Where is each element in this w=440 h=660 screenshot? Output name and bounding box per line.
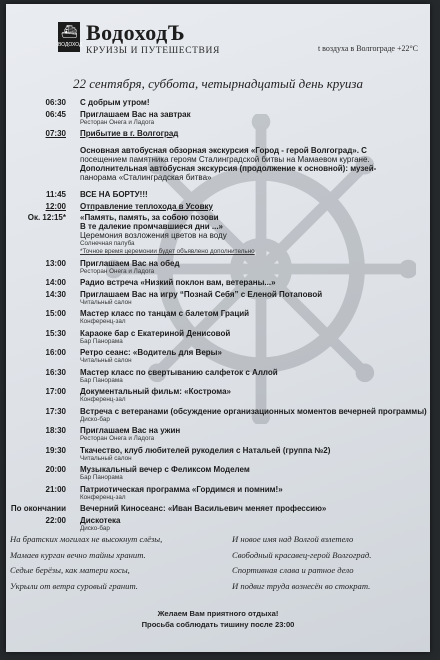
entry-time: 17:30 bbox=[45, 406, 66, 416]
entry-time: 20:00 bbox=[45, 465, 66, 474]
entry-details bbox=[80, 278, 420, 287]
entry-title: Приглашаем Вас на обед bbox=[80, 258, 180, 268]
footer bbox=[6, 608, 430, 630]
footer-wish: Желаем Вам приятного отдыха! bbox=[157, 609, 279, 618]
header bbox=[58, 18, 422, 74]
entry-title: В те далекие промчавшиеся дни ...» bbox=[80, 222, 224, 231]
entry-title: Ткачество, клуб любителей рукоделия с Натальей (группа №2) bbox=[80, 445, 331, 455]
entry-location: Читальный салон bbox=[80, 454, 132, 462]
entry-title: Дополнительная автобусная экскурсия (продолжение к основной): музей- bbox=[80, 163, 377, 173]
entry-time: 17:00 bbox=[45, 387, 66, 396]
entry-time: 16:00 bbox=[45, 348, 66, 357]
entry-location: Диско-бар bbox=[80, 524, 110, 532]
entry-title: Приглашаем Вас на завтрак bbox=[80, 109, 191, 119]
entry-details bbox=[80, 202, 420, 211]
date-title: 22 сентября, суббота, четырнадцатый день круиза bbox=[73, 76, 363, 91]
brand-subtitle: КРУИЗЫ И ПУТЕШЕСТВИЯ bbox=[86, 46, 220, 56]
entry-location: Читальный салон bbox=[80, 298, 132, 306]
entry-details bbox=[80, 259, 420, 276]
logo-text: ВОДОХОД bbox=[58, 42, 83, 48]
poem-right bbox=[232, 532, 412, 594]
entry-details bbox=[80, 426, 420, 443]
entry-title: «Память, память, за собою позови bbox=[80, 213, 219, 222]
poem-line: Спортивная слава и ратное дело bbox=[232, 565, 354, 575]
entry-location: Бар Панорама bbox=[80, 376, 123, 384]
entry-time: 19:30 bbox=[45, 445, 66, 455]
poem-line: И подвиг труда вознесён во стократ. bbox=[232, 580, 371, 591]
entry-title: Отправление теплохода в Усовку bbox=[80, 201, 213, 211]
entry-title: Патриотическая программа «Гордимся и помним!» bbox=[80, 484, 283, 494]
brand-name: ВодоходЪ bbox=[86, 20, 186, 45]
entry-details bbox=[80, 309, 420, 326]
entry-title: Радио встреча «Низкий поклон вам, ветераны...» bbox=[80, 278, 276, 287]
entry-title: Караоке бар с Екатериной Денисовой bbox=[80, 328, 231, 338]
poem-line: На братских могилах не высокнут слёзы, bbox=[10, 534, 163, 544]
entry-title: С добрым утром! bbox=[80, 98, 150, 107]
entry-details bbox=[80, 329, 420, 346]
entry-location: Бар Панорама bbox=[80, 337, 123, 345]
entry-title: Ретро сеанс: «Водитель для Веры» bbox=[80, 348, 222, 357]
entry-time: Ок. 12:15* bbox=[27, 213, 66, 222]
entry-time: 06:45 bbox=[45, 109, 66, 119]
entry-details bbox=[80, 190, 420, 199]
entry-title: Приглашаем Вас на игру “Познай Себя” с Еленой Потаповой bbox=[80, 289, 323, 299]
entry-location: Бар Панорама bbox=[80, 474, 123, 481]
entry-time: По окончании bbox=[10, 504, 66, 513]
entry-location: Солнечная палуба bbox=[80, 240, 135, 247]
entry-title: панорама «Сталинградская битва» bbox=[80, 172, 212, 182]
entry-time: 12:00 bbox=[45, 201, 66, 211]
entry-details bbox=[80, 406, 427, 424]
entry-time: 11:45 bbox=[45, 190, 66, 199]
entry-title: посещением памятника героям Сталинградской битвы на Мамаевом кургане. bbox=[80, 154, 370, 164]
poem-line: Седые берёзы, как матери косы, bbox=[10, 565, 130, 575]
entry-details bbox=[80, 504, 420, 513]
entry-time: 13:00 bbox=[45, 258, 66, 268]
footer-silence: Просьба соблюдать тишину после 23:00 bbox=[141, 620, 295, 629]
entry-time: 14:00 bbox=[45, 278, 66, 287]
entry-details bbox=[80, 110, 420, 127]
entry-time: 16:30 bbox=[45, 367, 66, 377]
entry-title: Церемония возложения цветов на воду bbox=[80, 231, 227, 240]
entry-details bbox=[80, 129, 420, 138]
entry-location: Читальный салон bbox=[80, 357, 132, 364]
entry-title: Прибытие в г. Волгоград bbox=[80, 129, 179, 138]
entry-title: Мастер класс по свертыванию салфеток с Аллой bbox=[80, 367, 278, 377]
entry-details bbox=[80, 348, 420, 365]
entry-time: 14:30 bbox=[45, 289, 66, 299]
entry-title: Музыкальный вечер с Феликсом Моделем bbox=[80, 465, 250, 474]
entry-details bbox=[80, 368, 420, 385]
entry-details bbox=[80, 290, 420, 307]
weather-info: t воздуха в Волгограде +22°C bbox=[317, 44, 418, 53]
entry-location: Конференц-зал bbox=[80, 396, 126, 403]
program-sheet bbox=[6, 4, 430, 652]
entry-title: Дискотека bbox=[80, 515, 121, 525]
entry-location: Диско-бар bbox=[80, 415, 110, 423]
poem-line: Мамаев курган вечно тайны хранит. bbox=[10, 549, 146, 560]
entry-location: *Точное время церемонии будет объявлено дополнительно bbox=[80, 248, 255, 255]
entry-title: Документальный фильм: «Кострома» bbox=[80, 387, 231, 396]
entry-time: 07:30 bbox=[45, 129, 66, 138]
entry-time: 22:00 bbox=[45, 515, 66, 525]
ship-icon: ⛴ bbox=[60, 24, 78, 39]
entry-details bbox=[80, 387, 420, 404]
poem-line: Свободный красавец-герой Волгоград. bbox=[232, 549, 372, 560]
entry-location: Ресторан Онега и Ладога bbox=[80, 118, 155, 126]
entry-location: Конференц-зал bbox=[80, 318, 126, 325]
logo bbox=[58, 22, 83, 52]
poem-line: Укрыли от ветра суровый гранит. bbox=[10, 580, 138, 591]
entry-time: 18:30 bbox=[45, 426, 66, 435]
entry-details bbox=[80, 98, 420, 107]
poem-left bbox=[10, 532, 190, 594]
entry-time: 15:00 bbox=[45, 309, 66, 318]
entry-time: 06:30 bbox=[45, 98, 66, 107]
entry-details bbox=[80, 146, 420, 182]
entry-title: Встреча с ветеранами (обсуждение организационных моментов вечерней программы) bbox=[80, 406, 427, 416]
entry-title: Мастер класс по танцам с балетом Граций bbox=[80, 309, 250, 318]
entry-details bbox=[80, 213, 420, 256]
poem-line: И новое имя над Волгой взлетело bbox=[232, 534, 354, 544]
entry-details bbox=[80, 485, 420, 502]
entry-details bbox=[80, 516, 420, 533]
entry-title: Основная автобусная обзорная экскурсия «Город - герой Волгоград». С bbox=[80, 145, 367, 155]
entry-location: Ресторан Онега и Ладога bbox=[80, 435, 155, 442]
entry-details bbox=[80, 446, 420, 463]
entry-details bbox=[80, 465, 420, 482]
entry-title: ВСЕ НА БОРТУ!!! bbox=[80, 190, 148, 199]
entry-time: 15:30 bbox=[45, 328, 66, 338]
entry-title: Вечерний Киносеанс: «Иван Васильевич меняет профессию» bbox=[80, 504, 327, 513]
entry-location: Ресторан Онега и Ладога bbox=[80, 267, 155, 275]
entry-location: Конференц-зал bbox=[80, 493, 126, 501]
entry-title: Приглашаем Вас на ужин bbox=[80, 426, 181, 435]
entry-time: 21:00 bbox=[45, 484, 66, 494]
